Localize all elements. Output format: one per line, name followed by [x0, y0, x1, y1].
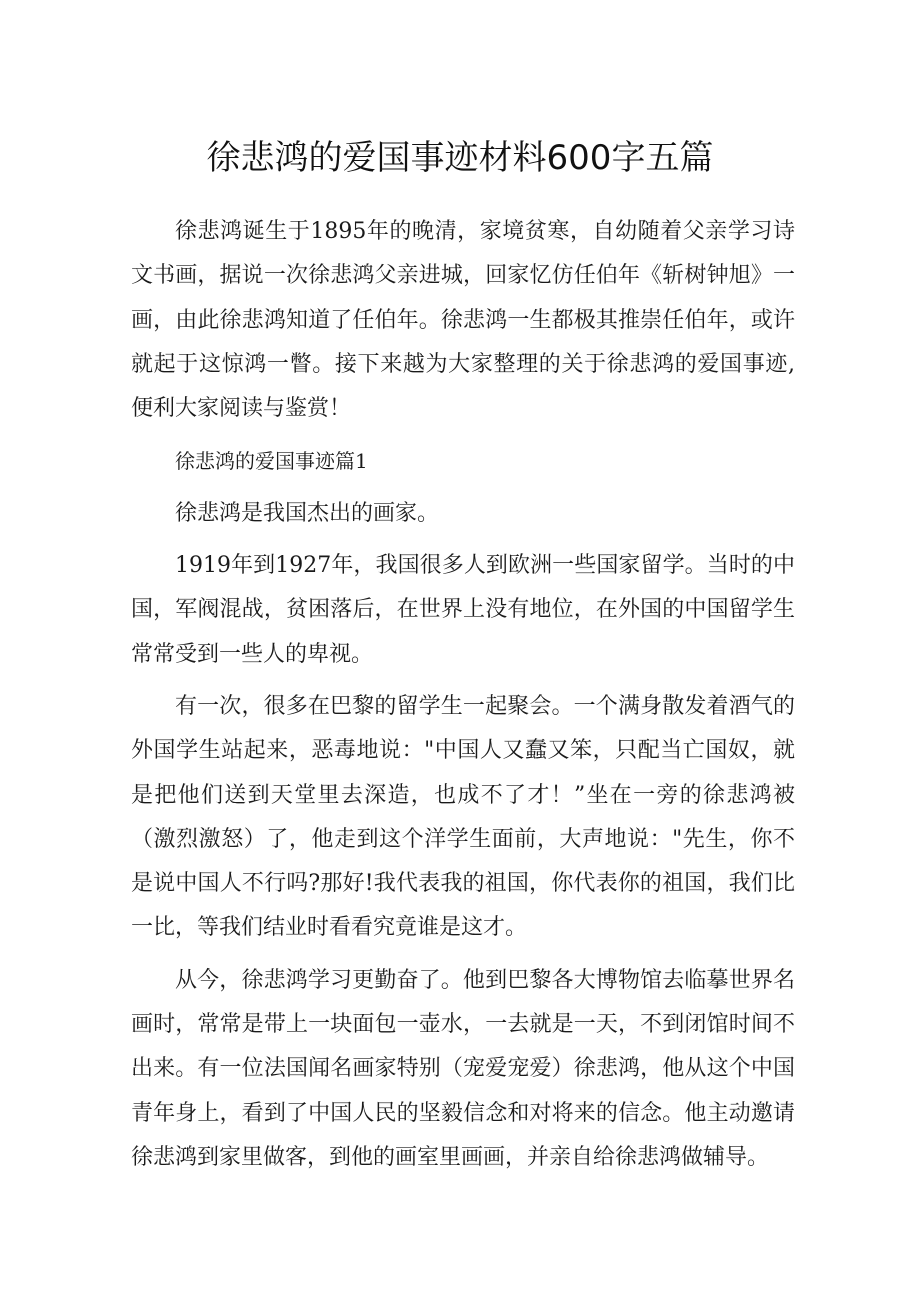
body-paragraph: 有一次，很多在巴黎的留学生一起聚会。一个满身散发着酒气的外国学生站起来，恶毒地说："中国人又蠢又笨，只配当亡国奴，就是把他们送到天堂里去深造，也成不了才！”坐在一旁的徐悲鸿被（激烈激怒）了，他走到这个洋学生面前，大声地说："先生，你不是说中国人不行吗?那好!我代表我的祖国，你代表你的祖国，我们比一比，等我们结业时看看究竟谁是这才。 — [131, 693, 795, 941]
intro-paragraph: 徐悲鸿诞生于1895年的晚清，家境贫寒，自幼随着父亲学习诗文书画，据说一次徐悲鸿父亲进城，回家忆仿任伯年《斩树钟旭》一画，由此徐悲鸿知道了任伯年。徐悲鸿一生都极其推崇任伯年，或许就起于这惊鸿一瞥。接下来越为大家整理的关于徐悲鸿的爱国事迹,便利大家阅读与鉴赏！ — [131, 219, 795, 422]
page-title: 徐悲鸿的爱国事迹材料600字五篇 — [206, 138, 714, 178]
section-heading: 徐悲鸿的爱国事迹篇1 — [175, 449, 368, 474]
body-paragraph: 从今，徐悲鸿学习更勤奋了。他到巴黎各大博物馆去临摹世界名画时，常常是带上一块面包一壶水，一去就是一天，不到闭馆时间不出来。有一位法国闻名画家特别（宠爱宠爱）徐悲鸿，他从这个中国青年身上，看到了中国人民的坚毅信念和对将来的信念。他主动邀请徐悲鸿到家里做客，到他的画室里画画，并亲自给徐悲鸿做辅导。 — [131, 967, 795, 1170]
body-paragraph: 1919年到1927年，我国很多人到欧洲一些国家留学。当时的中国，军阀混战，贫困落后，在世界上没有地位，在外国的中国留学生常常受到一些人的卑视。 — [131, 553, 795, 667]
document-body — [131, 210, 795, 1188]
body-paragraph: 徐悲鸿是我国杰出的画家。 — [175, 500, 440, 526]
